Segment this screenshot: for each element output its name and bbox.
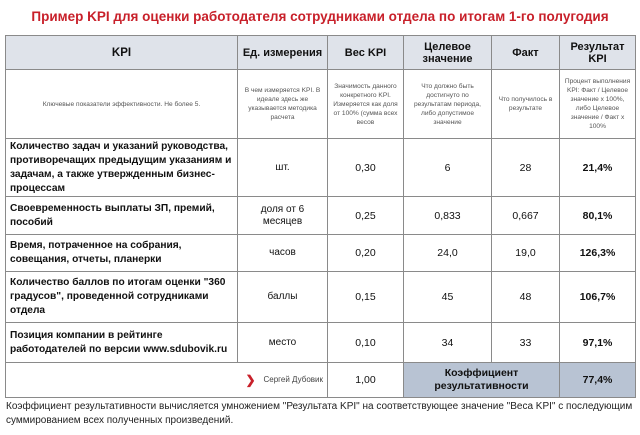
kpi-weight: 0,10 <box>328 323 404 363</box>
table-header-row <box>6 36 636 70</box>
author-name: Сергей Дубовик <box>263 375 323 385</box>
kpi-target: 45 <box>404 272 492 323</box>
kpi-target: 24,0 <box>404 235 492 272</box>
kpi-target: 6 <box>404 139 492 197</box>
kpi-weight: 0,25 <box>328 197 404 235</box>
kpi-name: Позиция компании в рейтинге работодателей по версии www.sdubovik.ru <box>6 323 238 363</box>
kpi-weight: 0,15 <box>328 272 404 323</box>
kpi-table <box>5 35 636 398</box>
table-row <box>6 197 636 235</box>
kpi-name: Своевременность выплаты ЗП, премий, пособий <box>6 197 238 235</box>
header-kpi: KPI <box>6 36 238 70</box>
kpi-fact: 28 <box>492 139 560 197</box>
kpi-fact: 0,667 <box>492 197 560 235</box>
kpi-weight: 0,30 <box>328 139 404 197</box>
header-target: Целевое значение <box>404 36 492 70</box>
table-footer-row <box>6 363 636 398</box>
footnote: Коэффициент результативности вычисляется умножением "Результата KPI" на соответствующее значение "Веса KPI" с последующим суммированием всех полученных произведений. <box>6 401 633 426</box>
table-row <box>6 235 636 272</box>
kpi-name: Количество баллов по итогам оценки "360 градусов", проведенной сотрудниками отдела <box>6 272 238 323</box>
kpi-fact: 19,0 <box>492 235 560 272</box>
header-result: Результат KPI <box>560 36 636 70</box>
kpi-result: 106,7% <box>560 272 636 323</box>
table-row <box>6 139 636 197</box>
kpi-result: 97,1% <box>560 323 636 363</box>
kpi-result: 80,1% <box>560 197 636 235</box>
kpi-weight: 0,20 <box>328 235 404 272</box>
kpi-fact: 33 <box>492 323 560 363</box>
kpi-result: 21,4% <box>560 139 636 197</box>
coefficient-value: 77,4% <box>560 363 636 398</box>
chevron-right-icon: ❯ <box>245 373 256 387</box>
coefficient-label: Коэффициент результативности <box>404 363 560 398</box>
subheader-weight: Значимость данного конкретного KPI. Измеряется как доля от 100% (сумма всех весов <box>328 70 404 139</box>
subheader-target: Что должно быть достигнуто по результатам периода, либо допустимое значение <box>404 70 492 139</box>
subheader-unit: В чем измеряется KPI. В идеале здесь же указывается методика расчета <box>238 70 328 139</box>
kpi-fact: 48 <box>492 272 560 323</box>
kpi-target: 0,833 <box>404 197 492 235</box>
kpi-target: 34 <box>404 323 492 363</box>
header-fact: Факт <box>492 36 560 70</box>
kpi-result: 126,3% <box>560 235 636 272</box>
subheader-fact: Что получилось в результате <box>492 70 560 139</box>
kpi-name: Количество задач и указаний руководства, противоречащих предыдущим указаниям и задачам, а также утвержденным бизнес-процессам <box>6 139 238 197</box>
header-unit: Ед. измерения <box>238 36 328 70</box>
subheader-result: Процент выполнения KPI: Факт / Целевое значение х 100%, либо Целевое значение / Факт х 100% <box>560 70 636 139</box>
header-weight: Вес KPI <box>328 36 404 70</box>
author-credit <box>6 363 328 398</box>
weight-total: 1,00 <box>328 363 404 398</box>
table-row <box>6 323 636 363</box>
kpi-unit: часов <box>238 235 328 272</box>
kpi-name: Время, потраченное на собрания, совещания, отчеты, планерки <box>6 235 238 272</box>
kpi-unit: баллы <box>238 272 328 323</box>
table-row <box>6 272 636 323</box>
kpi-unit: шт. <box>238 139 328 197</box>
page-title: Пример KPI для оценки работодателя сотрудниками отдела по итогам 1-го полугодия <box>31 9 609 24</box>
kpi-unit: место <box>238 323 328 363</box>
table-subheader-row <box>6 70 636 139</box>
subheader-kpi: Ключевые показатели эффективности. Не более 5. <box>6 70 238 139</box>
kpi-unit: доля от 6 месяцев <box>238 197 328 235</box>
